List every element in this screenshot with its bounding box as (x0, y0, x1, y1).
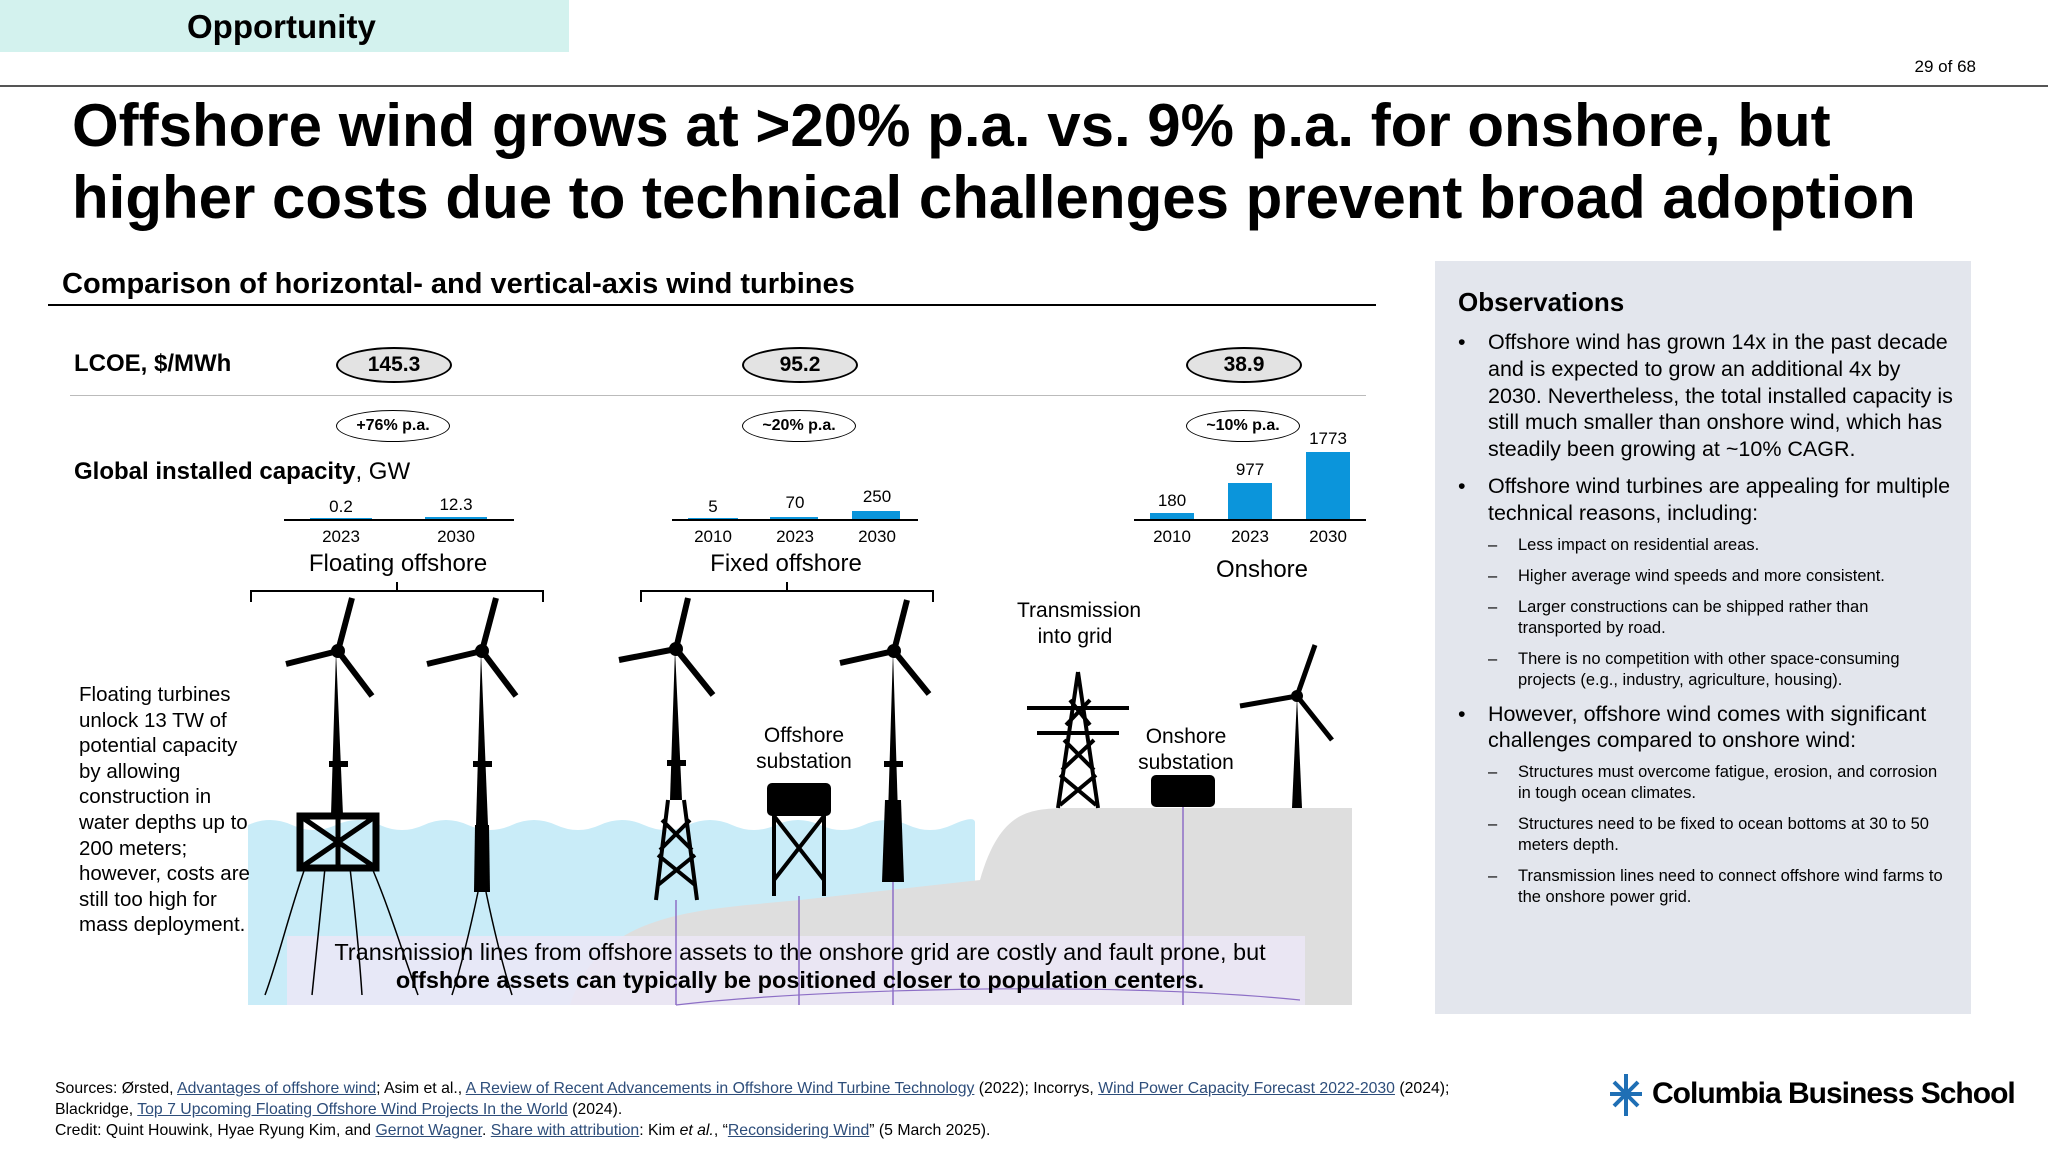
bar-floating-2030 (425, 517, 487, 519)
source-link-blackridge[interactable]: Top 7 Upcoming Floating Offshore Wind Projects In the World (137, 1100, 568, 1118)
page-title: Offshore wind grows at >20% p.a. vs. 9% p.a. for onshore, but higher costs due to technical challenges prevent broad adoption (72, 92, 1916, 231)
value-floating-2023: 0.2 (329, 497, 353, 516)
observation-2: • Offshore wind turbines are appealing for multiple technical reasons, including: (1458, 473, 1953, 527)
bar-onshore-2023 (1228, 483, 1272, 519)
credit-text: ” (5 March 2025). (869, 1121, 991, 1139)
logo-text: Columbia Business School (1652, 1077, 2015, 1110)
credit-etal: et al. (679, 1121, 714, 1139)
subtitle-underline (48, 304, 1376, 306)
transmission-tower (1027, 672, 1129, 808)
label-onshore: Onshore (1215, 556, 1309, 583)
label-floating-offshore: Floating offshore (308, 550, 488, 577)
observations-panel (1435, 261, 1971, 1014)
observation-3: • However, offshore wind comes with significant challenges compared to onshore wind: (1458, 701, 1953, 755)
section-tag-label: Opportunity (187, 8, 376, 45)
year-onshore-2023: 2023 (1231, 527, 1269, 546)
credit-text: Credit: Quint Houwink, Hyae Ryung Kim, and (55, 1121, 376, 1139)
sources-text: (2022); Incorrys, (974, 1080, 1099, 1097)
sources-text: ; Asim et al., (376, 1080, 466, 1097)
sources-text: (2024); (1394, 1080, 1450, 1097)
floating-description: Floating turbines unlock 13 TW of potential capacity by allowing construction in water depths up to 200 meters; however, costs are still too high for mass deployment. (79, 683, 250, 937)
observations-list (1458, 329, 1953, 918)
value-onshore-2023: 977 (1235, 460, 1265, 479)
capacity-label (74, 457, 410, 486)
onshore-substation-label: Onshore substation (1138, 725, 1234, 774)
value-floating-2030: 12.3 (439, 495, 473, 514)
observation-3-sub-1: – Structures must overcome fatigue, erosion, and corrosion in tough ocean climates. (1458, 762, 1953, 804)
year-onshore-2030: 2030 (1309, 527, 1347, 546)
source-link-asim[interactable]: A Review of Recent Advancements in Offshore Wind Turbine Technology (465, 1080, 975, 1097)
value-fixed-2030: 250 (862, 487, 892, 506)
chart-subtitle: Comparison of horizontal- and vertical-axis wind turbines (62, 268, 855, 300)
bar-fixed-2010 (688, 518, 738, 519)
columbia-crown-icon (1604, 1072, 1648, 1118)
growth-pill-fixed: ~20% p.a. (742, 410, 856, 442)
lcoe-pill-floating: 145.3 (336, 347, 452, 383)
capacity-label-bold: Global installed capacity (74, 458, 356, 485)
transmission-label: Transmission into grid (1017, 599, 1142, 648)
bracket-floating (251, 582, 543, 602)
year-fixed-2010: 2010 (694, 527, 732, 546)
page-number: 29 of 68 (1914, 57, 1976, 76)
observation-2-sub-4: – There is no competition with other space-consuming projects (e.g., industry, agriculture, housing). (1458, 649, 1953, 691)
capacity-label-unit: , GW (355, 458, 411, 485)
source-link-orsted[interactable]: Advantages of offshore wind (177, 1080, 377, 1097)
growth-pill-onshore: ~10% p.a. (1186, 410, 1300, 442)
observation-3-sub-3: – Transmission lines need to connect offshore wind farms to the onshore power grid. (1458, 866, 1953, 908)
section-tag (0, 0, 569, 52)
bar-fixed-2030 (852, 511, 900, 519)
onshore-axis (1134, 519, 1366, 521)
sources-text: Blackridge, (55, 1100, 138, 1118)
credit-text: , “ (713, 1121, 728, 1139)
sources-text: Sources: Ørsted, (55, 1080, 178, 1097)
sources-text: (2024). (567, 1100, 623, 1118)
credit-text: : Kim (639, 1121, 680, 1139)
observation-2-sub-2: – Higher average wind speeds and more consistent. (1458, 566, 1953, 587)
credit-link-reconsidering[interactable]: Reconsidering Wind (727, 1121, 870, 1139)
year-fixed-2030: 2030 (858, 527, 896, 546)
label-fixed-offshore: Fixed offshore (710, 550, 862, 577)
observation-3-sub-2: – Structures need to be fixed to ocean bottoms at 30 to 50 meters depth. (1458, 814, 1953, 856)
year-fixed-2023: 2023 (776, 527, 814, 546)
source-link-incorrys[interactable]: Wind Power Capacity Forecast 2022-2030 (1098, 1080, 1395, 1097)
sources-footnote (55, 1079, 1595, 1141)
year-floating-2023: 2023 (322, 527, 360, 546)
credit-link-share[interactable]: Share with attribution (490, 1121, 640, 1139)
bar-fixed-2023 (770, 517, 818, 519)
lcoe-pill-fixed: 95.2 (742, 347, 858, 383)
credit-text: . (482, 1121, 491, 1139)
value-fixed-2023: 70 (785, 493, 805, 512)
bar-onshore-2030 (1306, 452, 1350, 519)
lcoe-label: LCOE, $/MWh (74, 350, 232, 377)
value-onshore-2030: 1773 (1309, 429, 1347, 448)
year-onshore-2010: 2010 (1153, 527, 1191, 546)
observation-2-sub-3: – Larger constructions can be shipped rather than transported by road. (1458, 597, 1953, 639)
transmission-note-bold: offshore assets can typically be positioned closer to population centers. (395, 967, 1205, 993)
lcoe-divider (70, 395, 1366, 396)
offshore-substation-label: Offshore substation (756, 724, 852, 773)
bar-onshore-2010 (1150, 513, 1194, 519)
transmission-note-normal: Transmission lines from offshore assets to the onshore grid are costly and fault prone, but (334, 939, 1266, 965)
year-floating-2030: 2030 (437, 527, 475, 546)
fixed-axis (672, 519, 918, 521)
value-fixed-2010: 5 (708, 497, 718, 516)
credit-link-wagner[interactable]: Gernot Wagner (375, 1121, 483, 1139)
floating-axis (284, 519, 514, 521)
observation-1: • Offshore wind has grown 14x in the past decade and is expected to grow an additional 4x by 2030. Nevertheless, the total installed capacity is still much smaller than onshore wind, which has steadily been growing at ~10% CAGR. (1458, 329, 1953, 463)
growth-pill-floating: +76% p.a. (336, 410, 450, 442)
observations-heading: Observations (1458, 287, 1625, 317)
bar-floating-2023 (310, 518, 372, 519)
transmission-note (320, 938, 1280, 994)
observation-2-sub-1: – Less impact on residential areas. (1458, 535, 1953, 556)
lcoe-pill-onshore: 38.9 (1186, 347, 1302, 383)
header-divider (0, 85, 2048, 87)
value-onshore-2010: 180 (1157, 491, 1187, 510)
